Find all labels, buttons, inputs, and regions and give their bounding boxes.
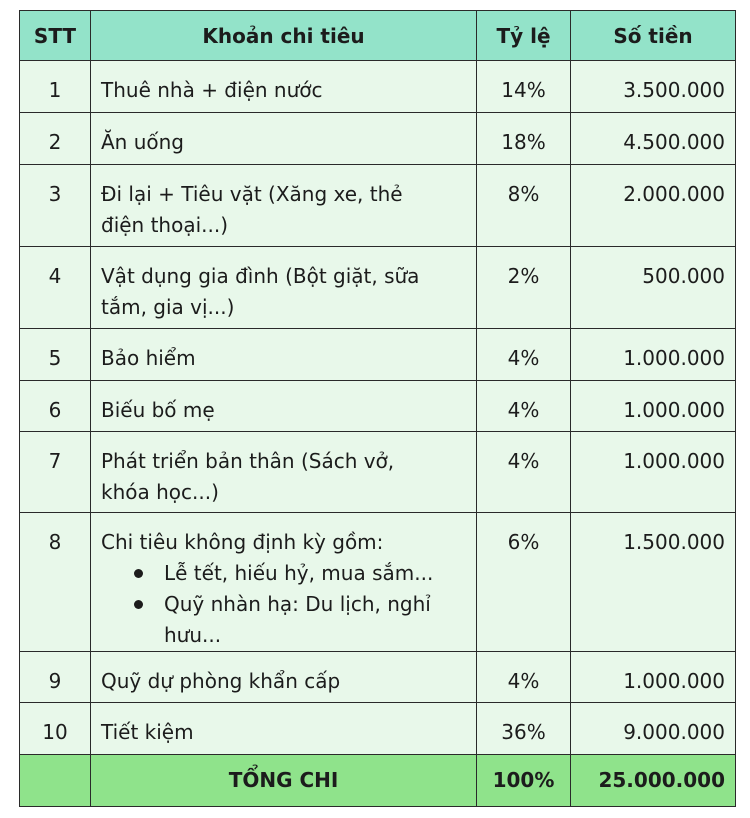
table-row — [20, 113, 736, 165]
row-amount: 1.000.000 — [571, 381, 736, 432]
row-item: Thuê nhà + điện nước — [91, 61, 477, 113]
header-stt: STT — [20, 11, 91, 61]
row-stt: 5 — [20, 329, 91, 381]
row-item: Quỹ dự phòng khẩn cấp — [91, 652, 477, 703]
row-ratio: 18% — [477, 113, 571, 165]
table-row — [20, 247, 736, 329]
table-row — [20, 61, 736, 113]
table-header-row — [20, 11, 736, 61]
row-ratio: 8% — [477, 165, 571, 247]
sub-item-list — [101, 558, 466, 651]
table-row — [20, 432, 736, 513]
row-amount: 1.000.000 — [571, 329, 736, 381]
row-stt: 1 — [20, 61, 91, 113]
row-amount: 1.500.000 — [571, 513, 736, 652]
table-row — [20, 329, 736, 381]
row-amount: 2.000.000 — [571, 165, 736, 247]
row-ratio: 2% — [477, 247, 571, 329]
sub-item-text: hưu... — [164, 623, 222, 647]
row-ratio: 4% — [477, 329, 571, 381]
row-amount: 4.500.000 — [571, 113, 736, 165]
row-amount: 1.000.000 — [571, 652, 736, 703]
row-item: Ăn uống — [91, 113, 477, 165]
row-ratio: 4% — [477, 652, 571, 703]
row-stt: 10 — [20, 703, 91, 755]
total-row — [20, 755, 736, 807]
total-label: TỔNG CHI — [91, 755, 477, 807]
row-stt: 7 — [20, 432, 91, 513]
total-ratio: 100% — [477, 755, 571, 807]
row-ratio: 6% — [477, 513, 571, 652]
row-amount: 9.000.000 — [571, 703, 736, 755]
row-stt: 4 — [20, 247, 91, 329]
table-row — [20, 703, 736, 755]
row-item-line: tắm, gia vị...) — [101, 295, 235, 319]
sub-item-text: Quỹ nhàn hạ: Du lịch, nghỉ — [164, 592, 431, 616]
row-ratio: 4% — [477, 381, 571, 432]
row-stt: 3 — [20, 165, 91, 247]
row-amount: 3.500.000 — [571, 61, 736, 113]
header-amount: Số tiền — [571, 11, 736, 61]
total-stt-cell — [20, 755, 91, 807]
row-amount: 1.000.000 — [571, 432, 736, 513]
row-item — [91, 513, 477, 652]
row-item — [91, 432, 477, 513]
row-stt: 8 — [20, 513, 91, 652]
expense-table-container — [19, 10, 736, 807]
expense-table — [19, 10, 736, 807]
table-row — [20, 513, 736, 652]
row-stt: 6 — [20, 381, 91, 432]
sub-item — [164, 589, 466, 651]
row-ratio: 14% — [477, 61, 571, 113]
row-stt: 9 — [20, 652, 91, 703]
table-row — [20, 652, 736, 703]
row-item-line: điện thoại...) — [101, 213, 229, 237]
row-ratio: 36% — [477, 703, 571, 755]
sub-item — [164, 558, 466, 589]
row-item-line: Phát triển bản thân (Sách vở, — [101, 449, 395, 473]
row-ratio: 4% — [477, 432, 571, 513]
row-item — [91, 165, 477, 247]
row-item: Tiết kiệm — [91, 703, 477, 755]
row-amount: 500.000 — [571, 247, 736, 329]
row-item — [91, 247, 477, 329]
row-item-line: Chi tiêu không định kỳ gồm: — [101, 530, 384, 554]
total-amount: 25.000.000 — [571, 755, 736, 807]
header-item: Khoản chi tiêu — [91, 11, 477, 61]
row-item: Bảo hiểm — [91, 329, 477, 381]
table-row — [20, 165, 736, 247]
row-item-line: Đi lại + Tiêu vặt (Xăng xe, thẻ — [101, 182, 403, 206]
row-stt: 2 — [20, 113, 91, 165]
sub-item-text: Lễ tết, hiếu hỷ, mua sắm... — [164, 561, 434, 585]
row-item-line: khóa học...) — [101, 480, 219, 504]
table-row — [20, 381, 736, 432]
row-item: Biếu bố mẹ — [91, 381, 477, 432]
row-item-line: Vật dụng gia đình (Bột giặt, sữa — [101, 264, 420, 288]
header-ratio: Tỷ lệ — [477, 11, 571, 61]
